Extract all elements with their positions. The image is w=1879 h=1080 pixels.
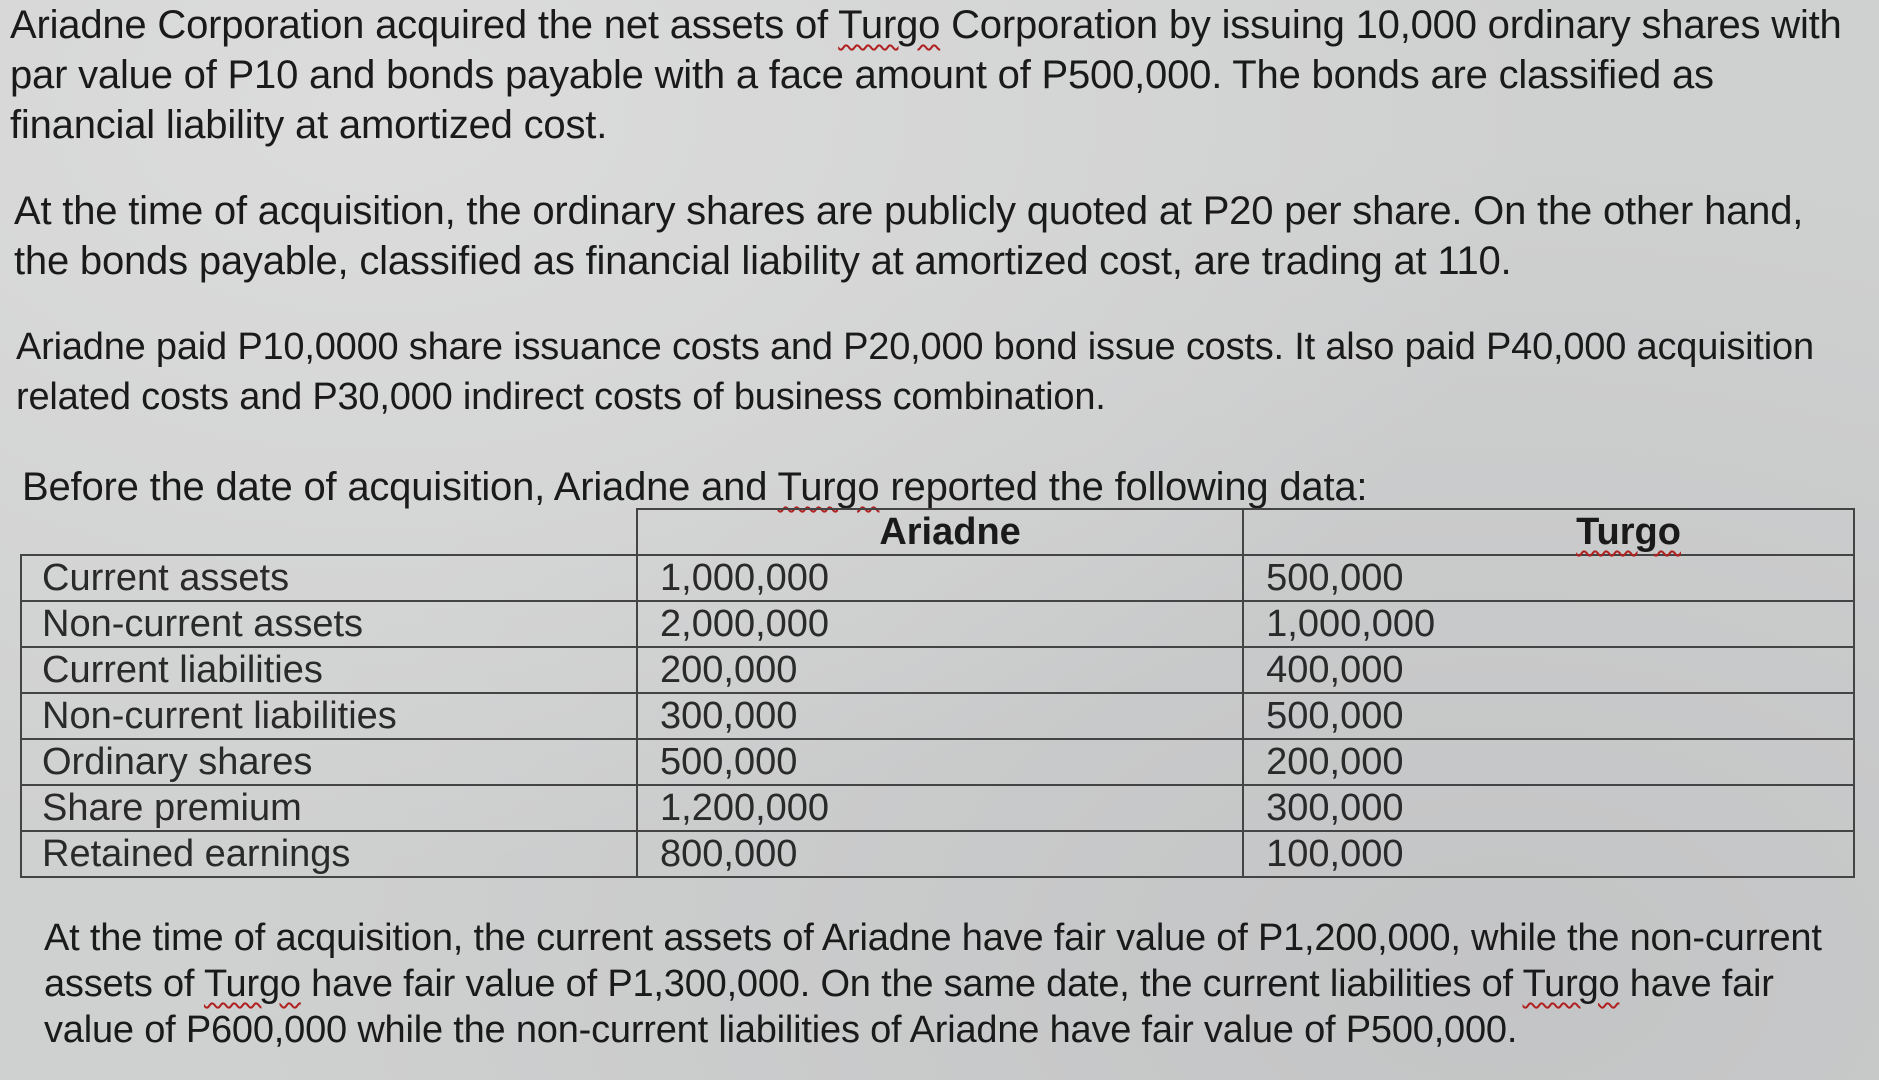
- p4-text-start: Before the date of acquisition, Ariadne and: [22, 465, 778, 509]
- turgo-value: 500,000: [1243, 555, 1854, 601]
- paragraph-fair-values: [44, 915, 1864, 1053]
- financial-data-table: [20, 508, 1855, 878]
- turgo-value: 200,000: [1243, 739, 1854, 785]
- paragraph-acquisition-terms: [10, 0, 1860, 150]
- p4-turgo-name: Turgo: [777, 465, 880, 509]
- document-page: [10, 0, 1865, 1080]
- turgo-value: 1,000,000: [1243, 601, 1854, 647]
- turgo-value: 100,000: [1243, 831, 1854, 877]
- table-row: [21, 647, 1854, 693]
- row-label: Current liabilities: [21, 647, 637, 693]
- ariadne-value: 300,000: [637, 693, 1243, 739]
- paragraph-table-intro: [22, 462, 1422, 512]
- ariadne-value: 2,000,000: [637, 601, 1243, 647]
- paragraph-costs: Ariadne paid P10,0000 share issuance costs and P20,000 bond issue costs. It also paid P40,000 acquisition related costs and P30,000 indirect costs of business combination.: [16, 326, 1814, 418]
- p1-turgo-name: Turgo: [838, 3, 941, 47]
- ariadne-value: 500,000: [637, 739, 1243, 785]
- table-row: [21, 831, 1854, 877]
- p4-text-end: reported the following data:: [879, 465, 1368, 509]
- header-ariadne: Ariadne: [637, 509, 1243, 555]
- row-label: Non-current liabilities: [21, 693, 637, 739]
- table-row: [21, 693, 1854, 739]
- p5-turgo-name-2: Turgo: [1522, 963, 1620, 1005]
- row-label: Current assets: [21, 555, 637, 601]
- header-turgo-text: Turgo: [1576, 511, 1681, 553]
- table-row: [21, 785, 1854, 831]
- p5-text-middle: have fair value of P1,300,000. On the same date, the current liabilities of: [300, 963, 1523, 1005]
- p5-text-end: have fair value of P600,000 while the non-current liabilities of Ariadne have fair value of P500,000.: [44, 963, 1774, 1051]
- p5-turgo-name-1: Turgo: [203, 963, 301, 1005]
- turgo-value: 300,000: [1243, 785, 1854, 831]
- row-label: Share premium: [21, 785, 637, 831]
- ariadne-value: 200,000: [637, 647, 1243, 693]
- row-label: Retained earnings: [21, 831, 637, 877]
- table-row: [21, 555, 1854, 601]
- table-header-row: [21, 509, 1854, 555]
- header-label-cell: [21, 509, 637, 555]
- turgo-value: 500,000: [1243, 693, 1854, 739]
- ariadne-value: 800,000: [637, 831, 1243, 877]
- p1-text-end: Corporation by issuing 10,000 ordinary shares with par value of P10 and bonds payable with a face amount of P500,000. The bonds are classified as financial liability at amortized cost.: [10, 3, 1842, 147]
- table-row: [21, 601, 1854, 647]
- header-turgo: [1243, 509, 1854, 555]
- row-label: Ordinary shares: [21, 739, 637, 785]
- turgo-value: 400,000: [1243, 647, 1854, 693]
- ariadne-value: 1,000,000: [637, 555, 1243, 601]
- p1-text-start: Ariadne Corporation acquired the net assets of: [10, 3, 839, 47]
- table-row: [21, 739, 1854, 785]
- p5-text-start: At the time of acquisition, the current assets of Ariadne have fair value of P1,200,000, while the non-current assets of: [44, 917, 1822, 1005]
- paragraph-market-prices: At the time of acquisition, the ordinary shares are publicly quoted at P20 per share. On the other hand, the bonds payable, classified as financial liability at amortized cost, are trading at 110.: [14, 189, 1804, 283]
- ariadne-value: 1,200,000: [637, 785, 1243, 831]
- row-label: Non-current assets: [21, 601, 637, 647]
